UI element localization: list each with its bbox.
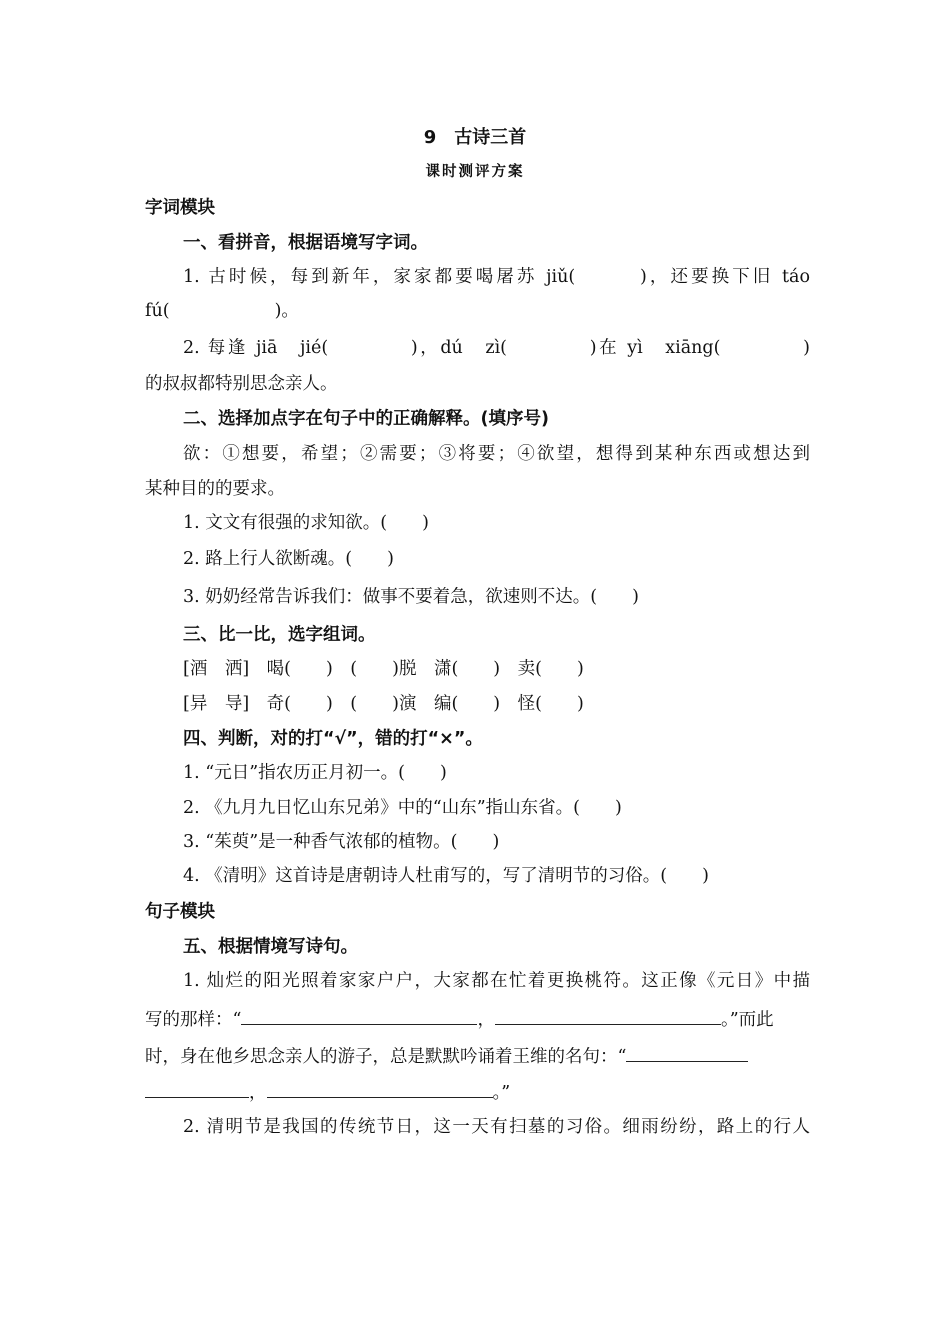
q1-item2-line2: 的叔叔都特别思念亲人。 — [145, 374, 338, 394]
q2-heading: 二、选择加点字在句子中的正确解释。(填序号) — [183, 409, 549, 429]
answer-blank-1[interactable] — [241, 1006, 477, 1025]
q3-heading: 三、比一比，选字组词。 — [183, 625, 376, 645]
q5-line3-text-a: 时，身在他乡思念亲人的游子，总是默默吟诵着王维的名句：“ — [145, 1047, 627, 1067]
q4-item3: 3. “茱萸”是一种香气浓郁的植物。( ) — [183, 832, 500, 852]
q2-item1: 1. 文文有很强的求知欲。( ) — [183, 513, 429, 533]
q1-heading: 一、看拼音，根据语境写字词。 — [183, 233, 428, 253]
answer-blank-2[interactable] — [495, 1006, 721, 1025]
module-title-words: 字词模块 — [145, 198, 215, 218]
q1-item2-line1: 2. 每逢 jiā jié( )，dú zì( )在 yì xiāng( ) — [183, 338, 810, 358]
q5-item1-line1: 1. 灿烂的阳光照着家家户户，大家都在忙着更换桃符。这正像《元日》中描 — [183, 971, 810, 991]
q2-definition-line1: 欲：①想要，希望；②需要；③将要；④欲望，想得到某种东西或想达到 — [183, 444, 810, 464]
q5-line2-text-b: ， — [477, 1010, 495, 1030]
q2-definition-line2: 某种目的的要求。 — [145, 479, 285, 499]
lesson-title: 9 古诗三首 — [423, 127, 527, 148]
q5-item1-line3 — [145, 1043, 810, 1069]
q4-item4: 4. 《清明》这首诗是唐朝诗人杜甫写的，写了清明节的习俗。( ) — [183, 866, 709, 886]
q5-line2-text-a: 写的那样：“ — [145, 1010, 242, 1030]
q1-item1-line1: 1. 古时候，每到新年，家家都要喝屠苏 jiǔ( )，还要换下旧 táo — [183, 267, 810, 287]
q5-line4-text-b: 。” — [492, 1083, 511, 1103]
q5-line2-text-c: 。”而此 — [720, 1010, 774, 1030]
q5-line4-text-a: ， — [249, 1083, 267, 1103]
q3-row1: [酒 洒] 喝( ) ( )脱 潇( ) 卖( ) — [183, 659, 584, 679]
q5-item1-line2 — [145, 1006, 810, 1032]
q3-row2: [异 导] 奇( ) ( )演 编( ) 怪( ) — [183, 694, 584, 714]
answer-blank-3-continued[interactable] — [145, 1079, 249, 1098]
q5-heading: 五、根据情境写诗句。 — [183, 937, 358, 957]
module-title-sentences: 句子模块 — [145, 902, 215, 922]
answer-blank-3[interactable] — [626, 1043, 748, 1062]
q5-item1-line4 — [145, 1079, 810, 1105]
q1-item1-line2: fú( )。 — [145, 301, 299, 321]
q5-item2-line1: 2. 清明节是我国的传统节日，这一天有扫墓的习俗。细雨纷纷，路上的行人 — [183, 1117, 810, 1137]
answer-blank-4[interactable] — [267, 1079, 493, 1098]
q4-item1: 1. “元日”指农历正月初一。( ) — [183, 763, 447, 783]
q4-item2: 2. 《九月九日忆山东兄弟》中的“山东”指山东省。( ) — [183, 798, 622, 818]
lesson-subtitle: 课时测评方案 — [425, 163, 525, 180]
q2-item2: 2. 路上行人欲断魂。( ) — [183, 549, 394, 569]
q4-heading: 四、判断，对的打“√”，错的打“×”。 — [183, 729, 483, 749]
q2-item3: 3. 奶奶经常告诉我们：做事不要着急，欲速则不达。( ) — [183, 587, 639, 607]
